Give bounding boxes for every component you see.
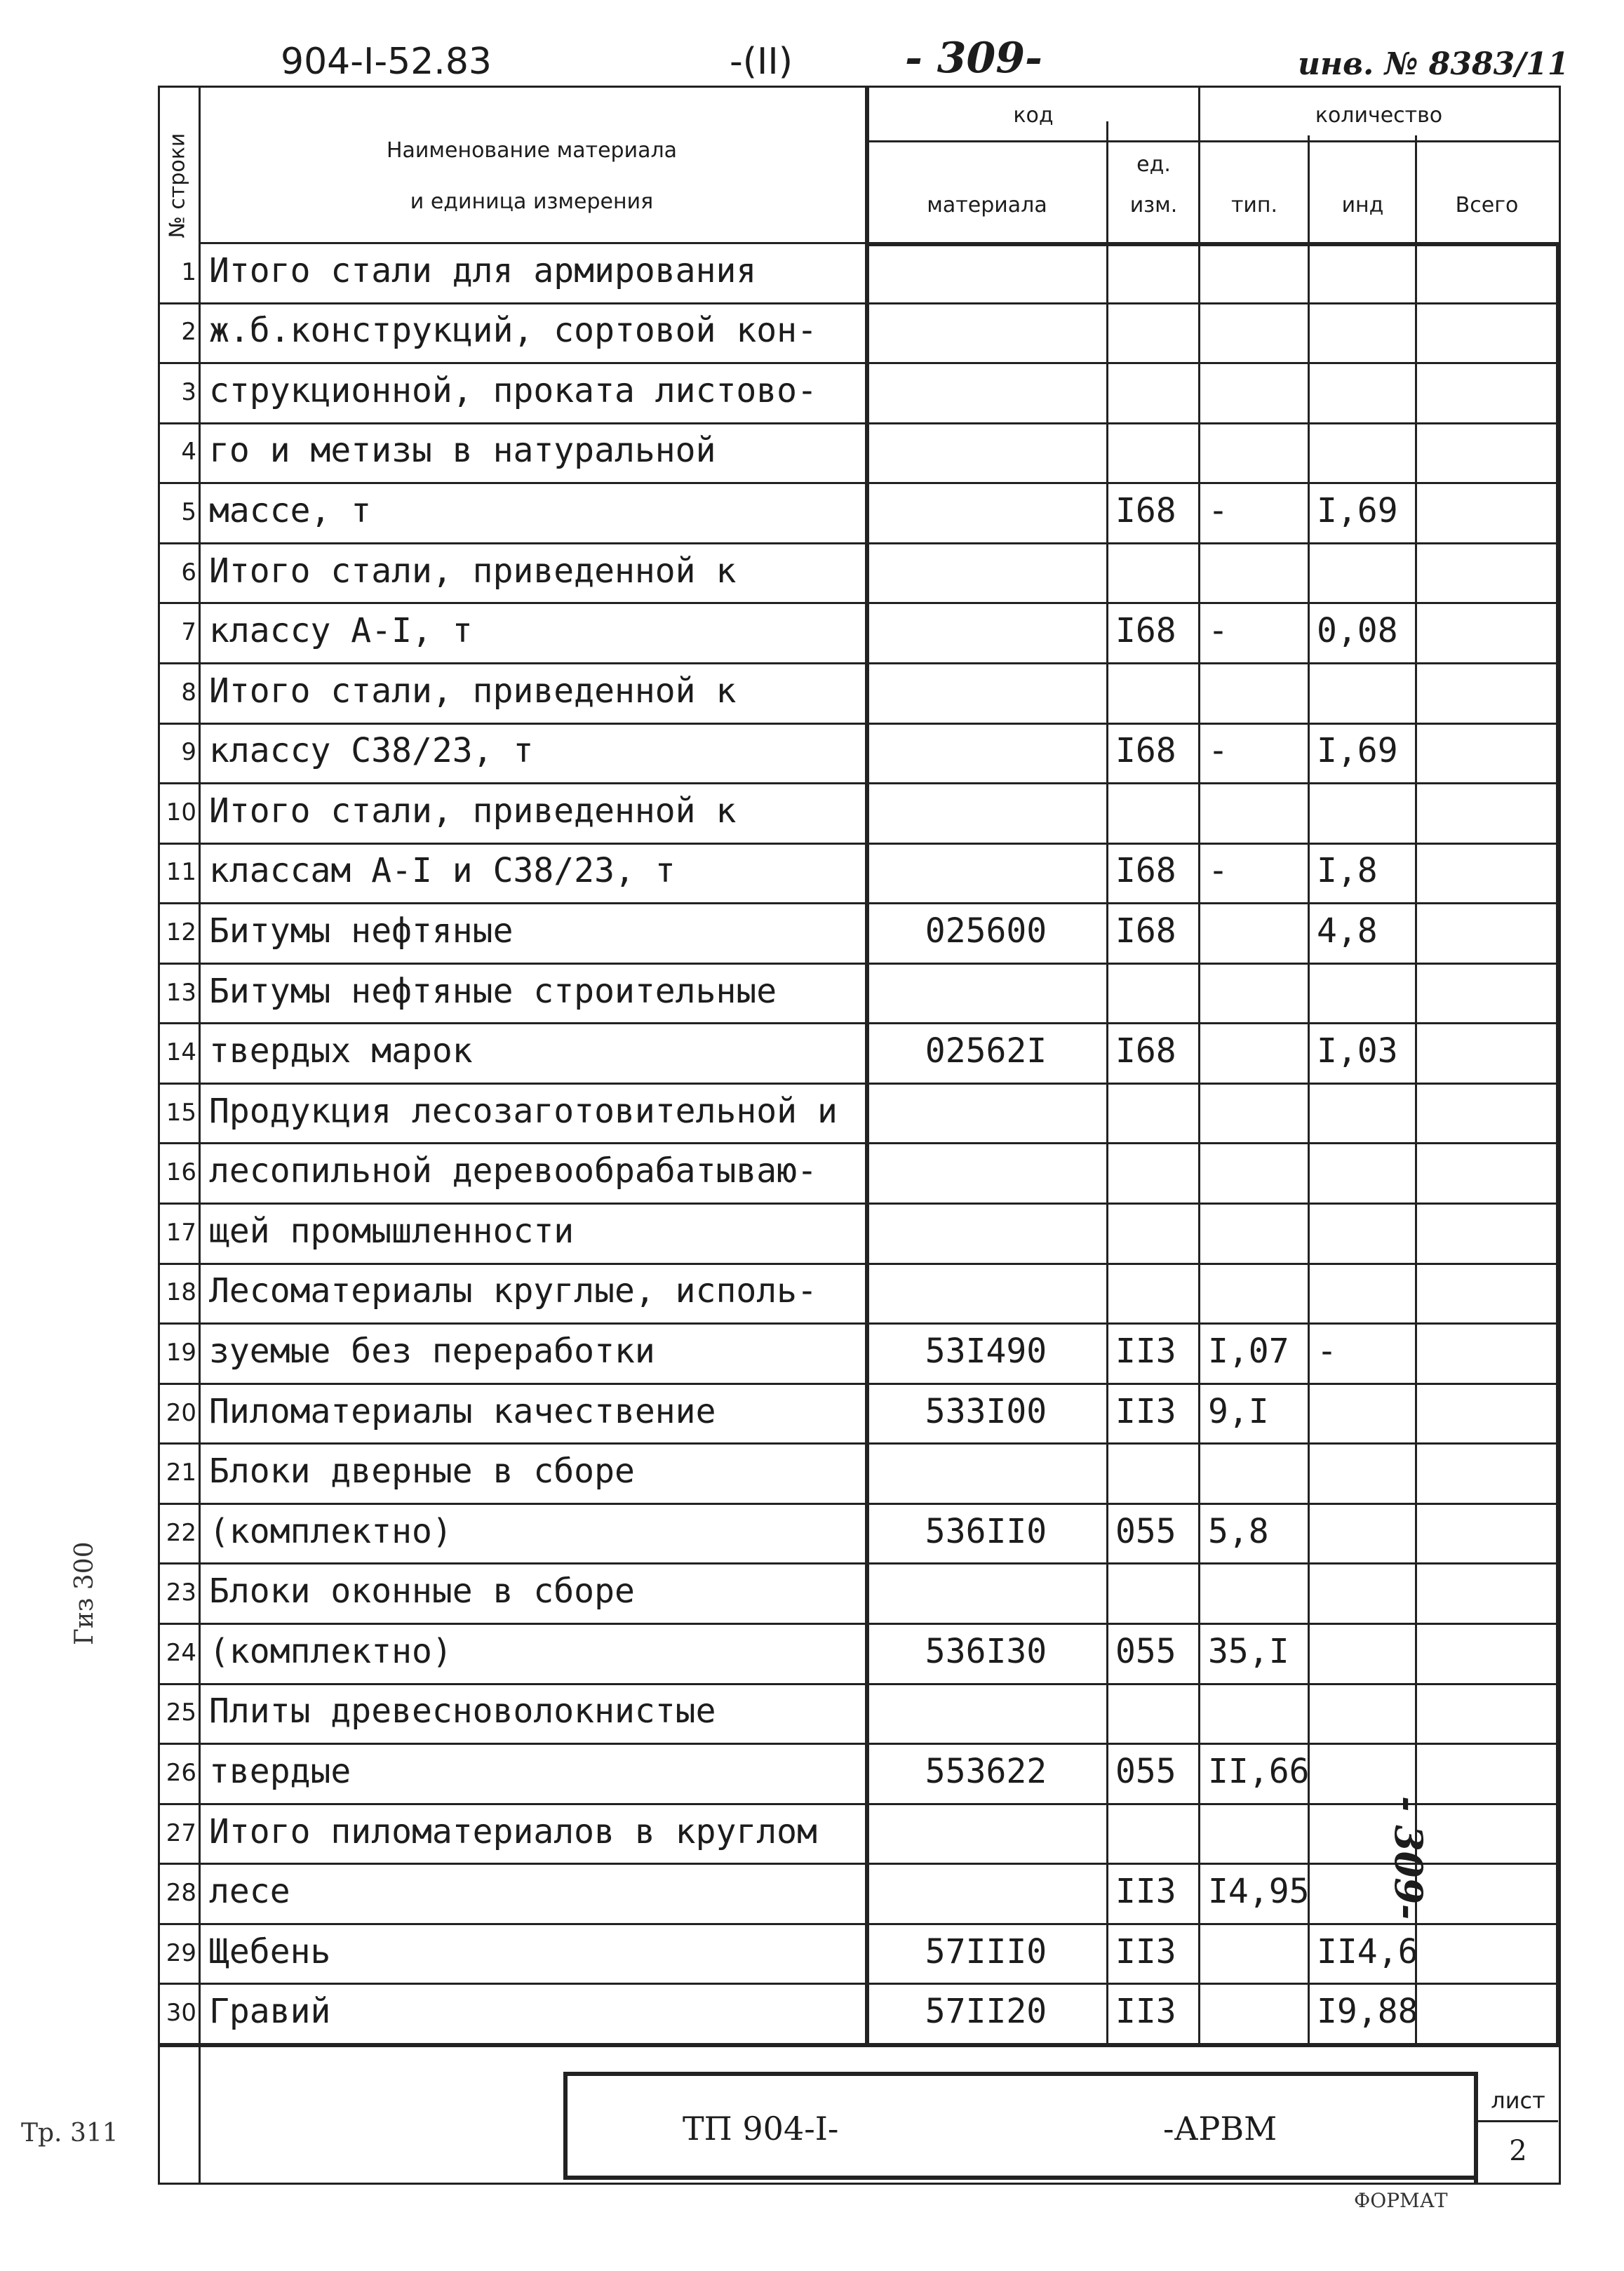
margin-copy-note: Гиз 300 <box>70 1541 99 1645</box>
material-name: зуемые без переработки <box>209 1331 655 1371</box>
cell-type: - <box>1208 611 1228 651</box>
cell-unit: I68 <box>1115 1031 1176 1071</box>
table-row <box>160 782 1559 843</box>
row-number: 29 <box>166 1938 196 1967</box>
table-row <box>160 1263 1559 1323</box>
material-name: Итого стали для армирования <box>209 250 757 290</box>
cell-ind: II4,6 <box>1317 1931 1418 1971</box>
row-number: 13 <box>166 978 196 1007</box>
row-number: 24 <box>166 1638 196 1667</box>
cell-ind: 4,8 <box>1317 911 1378 951</box>
inventory-number: инв. № 8383/11 <box>1298 46 1569 82</box>
cell-material: 553622 <box>925 1751 1047 1791</box>
cell-unit: II3 <box>1115 1391 1176 1431</box>
cell-type: II,66 <box>1208 1751 1310 1791</box>
cell-ind: I,03 <box>1317 1031 1398 1071</box>
material-name: (комплектно) <box>209 1511 452 1551</box>
table-row <box>160 242 1559 302</box>
material-name: Итого пиломатериалов в круглом <box>209 1811 817 1851</box>
row-number: 15 <box>166 1098 196 1127</box>
material-name: Лесоматериалы круглые, исполь- <box>209 1271 817 1311</box>
row-number: 3 <box>181 377 196 406</box>
table-row <box>160 542 1559 603</box>
material-name: массе, т <box>209 491 372 531</box>
material-name: Итого стали, приведенной к <box>209 551 737 591</box>
table-row <box>160 1562 1559 1623</box>
row-number: 2 <box>181 318 196 347</box>
cell-material: 536I30 <box>925 1631 1047 1671</box>
table-row <box>160 1083 1559 1143</box>
table-bottom-thick <box>160 2043 1559 2047</box>
row-number: 23 <box>166 1579 196 1607</box>
cell-type: - <box>1208 491 1228 531</box>
quantity-group-header: количество <box>1315 103 1443 128</box>
cell-type: - <box>1208 851 1228 891</box>
row-number: 4 <box>181 438 196 467</box>
code-unit-header-line1: ед. <box>1136 152 1171 177</box>
table-row <box>160 1503 1559 1563</box>
margin-left-bottom-note: Тр. 311 <box>21 2119 119 2148</box>
table-row <box>160 1022 1559 1083</box>
cell-ind: I,69 <box>1317 491 1398 531</box>
material-name: Итого стали, приведенной к <box>209 791 737 831</box>
table-row <box>160 1683 1559 1743</box>
row-number-header: № строки <box>165 133 190 239</box>
stamp-sheet-label: лист <box>1491 2087 1545 2114</box>
row-number: 16 <box>166 1158 196 1187</box>
row-number: 25 <box>166 1699 196 1727</box>
row-number: 17 <box>166 1218 196 1247</box>
table-row <box>160 1143 1559 1203</box>
row-number: 7 <box>181 618 196 647</box>
material-name: Битумы нефтяные строительные <box>209 971 777 1011</box>
cell-unit: II3 <box>1115 1992 1176 2032</box>
stamp-sheet-number: 2 <box>1509 2135 1527 2167</box>
material-name: Битумы нефтяные <box>209 911 514 951</box>
row-number: 6 <box>181 558 196 587</box>
material-name: классу С38/23, т <box>209 731 534 771</box>
cell-unit: I68 <box>1115 491 1176 531</box>
cell-ind: I,8 <box>1317 851 1378 891</box>
row-number: 18 <box>166 1278 196 1307</box>
row-number: 5 <box>181 498 196 527</box>
table-row <box>160 1203 1559 1263</box>
row-number: 12 <box>166 918 196 946</box>
table-row <box>160 662 1559 723</box>
table-row <box>160 1803 1559 1863</box>
table-row <box>160 302 1559 363</box>
material-name: Пиломатериалы качествение <box>209 1391 716 1431</box>
stamp-sheet-line <box>1474 2120 1558 2122</box>
table-row <box>160 1322 1559 1383</box>
cell-ind: 0,08 <box>1317 611 1398 651</box>
row-number: 1 <box>181 257 196 286</box>
row-number: 19 <box>166 1338 196 1367</box>
cell-material: 53I490 <box>925 1331 1047 1371</box>
cell-ind: - <box>1317 1331 1337 1371</box>
part-number: -(II) <box>730 41 793 83</box>
cell-unit: 055 <box>1115 1631 1176 1671</box>
cell-type: 9,I <box>1208 1391 1269 1431</box>
material-name: классу А-I, т <box>209 611 473 651</box>
header-group-line <box>865 140 1559 142</box>
material-name: го и метизы в натуральной <box>209 431 716 471</box>
material-name: Продукция лесозаготовительной и <box>209 1091 838 1131</box>
cell-ind: I9,88 <box>1317 1992 1418 2032</box>
stamp-sheet-divider <box>1474 2072 1478 2184</box>
row-number: 11 <box>166 858 196 887</box>
cell-material: 57III0 <box>925 1931 1047 1971</box>
code-material-header: материала <box>927 193 1047 217</box>
table-row <box>160 362 1559 422</box>
quantity-ind-header: инд <box>1341 193 1384 217</box>
row-number: 28 <box>166 1879 196 1908</box>
row-number: 21 <box>166 1459 196 1487</box>
cell-unit: 055 <box>1115 1511 1176 1551</box>
table-row <box>160 723 1559 783</box>
name-header-line2: и единица измерения <box>410 189 654 214</box>
cell-unit: II3 <box>1115 1872 1176 1912</box>
row-number: 10 <box>166 798 196 826</box>
table-row <box>160 843 1559 903</box>
material-name: Итого стали, приведенной к <box>209 671 737 711</box>
row-number: 14 <box>166 1038 196 1067</box>
row-number: 22 <box>166 1518 196 1547</box>
cell-unit: I68 <box>1115 911 1176 951</box>
material-name: твердых марок <box>209 1031 473 1071</box>
quantity-type-header: тип. <box>1230 193 1278 217</box>
cell-unit: I68 <box>1115 611 1176 651</box>
cell-type: I4,95 <box>1208 1872 1310 1912</box>
cell-material: 02562I <box>925 1031 1047 1071</box>
table-row <box>160 422 1559 483</box>
material-name: классам А-I и С38/23, т <box>209 851 676 891</box>
cell-material: 57II20 <box>925 1992 1047 2032</box>
table-row <box>160 902 1559 963</box>
material-name: Блоки оконные в сборе <box>209 1572 635 1612</box>
material-name: твердые <box>209 1751 351 1791</box>
cell-unit: II3 <box>1115 1931 1176 1971</box>
cell-material: 025600 <box>925 911 1047 951</box>
table-row <box>160 1442 1559 1503</box>
material-name: Щебень <box>209 1931 331 1971</box>
table-row <box>160 1383 1559 1443</box>
table-row <box>160 482 1559 542</box>
code-group-header: код <box>1013 103 1054 128</box>
cell-unit: I68 <box>1115 731 1176 771</box>
row-number: 27 <box>166 1818 196 1847</box>
cell-type: 35,I <box>1208 1631 1289 1671</box>
table-row <box>160 1743 1559 1803</box>
table-body <box>160 242 1559 2045</box>
row-number: 20 <box>166 1398 196 1427</box>
table-row <box>160 1863 1559 1923</box>
material-name: струкционной, проката листово- <box>209 370 817 410</box>
table-row <box>160 602 1559 662</box>
material-name: щей промышленности <box>209 1211 575 1251</box>
table-row <box>160 1983 1559 2043</box>
name-header-line1: Наименование материала <box>386 138 678 163</box>
cell-material: 533I00 <box>925 1391 1047 1431</box>
material-name: лесопильной деревообрабатываю- <box>209 1151 817 1191</box>
code-unit-header-line2: изм. <box>1129 193 1178 217</box>
stamp-code-right: -АРВМ <box>1163 2110 1277 2148</box>
material-name: Блоки дверные в сборе <box>209 1452 635 1492</box>
cell-unit: I68 <box>1115 851 1176 891</box>
document-code: 904-I-52.83 <box>281 41 492 83</box>
cell-unit: 055 <box>1115 1751 1176 1791</box>
stamp-code-left: ТП 904-I- <box>683 2110 839 2148</box>
row-number: 26 <box>166 1758 196 1787</box>
row-number: 30 <box>166 1999 196 2028</box>
material-name: (комплектно) <box>209 1631 452 1671</box>
format-label: ФОРМАТ <box>1354 2189 1448 2212</box>
material-name: Плиты древесноволокнистые <box>209 1691 716 1731</box>
cell-type: I,07 <box>1208 1331 1289 1371</box>
quantity-total-header: Всего <box>1455 193 1519 217</box>
row-number: 8 <box>181 678 196 706</box>
row-number: 9 <box>181 738 196 767</box>
page-mark: - 309- <box>905 34 1042 83</box>
cell-type: 5,8 <box>1208 1511 1269 1551</box>
cell-unit: II3 <box>1115 1331 1176 1371</box>
table-frame <box>158 86 1561 2185</box>
table-row <box>160 963 1559 1023</box>
table-row <box>160 1623 1559 1683</box>
material-name: лесе <box>209 1872 290 1912</box>
material-name: ж.б.конструкций, сортовой кон- <box>209 311 817 351</box>
cell-material: 536II0 <box>925 1511 1047 1551</box>
cell-ind: I,69 <box>1317 731 1398 771</box>
table-row <box>160 1923 1559 1983</box>
material-name: Гравий <box>209 1992 331 2032</box>
side-page-mark: - 309- <box>1386 1796 1431 1920</box>
cell-type: - <box>1208 731 1228 771</box>
